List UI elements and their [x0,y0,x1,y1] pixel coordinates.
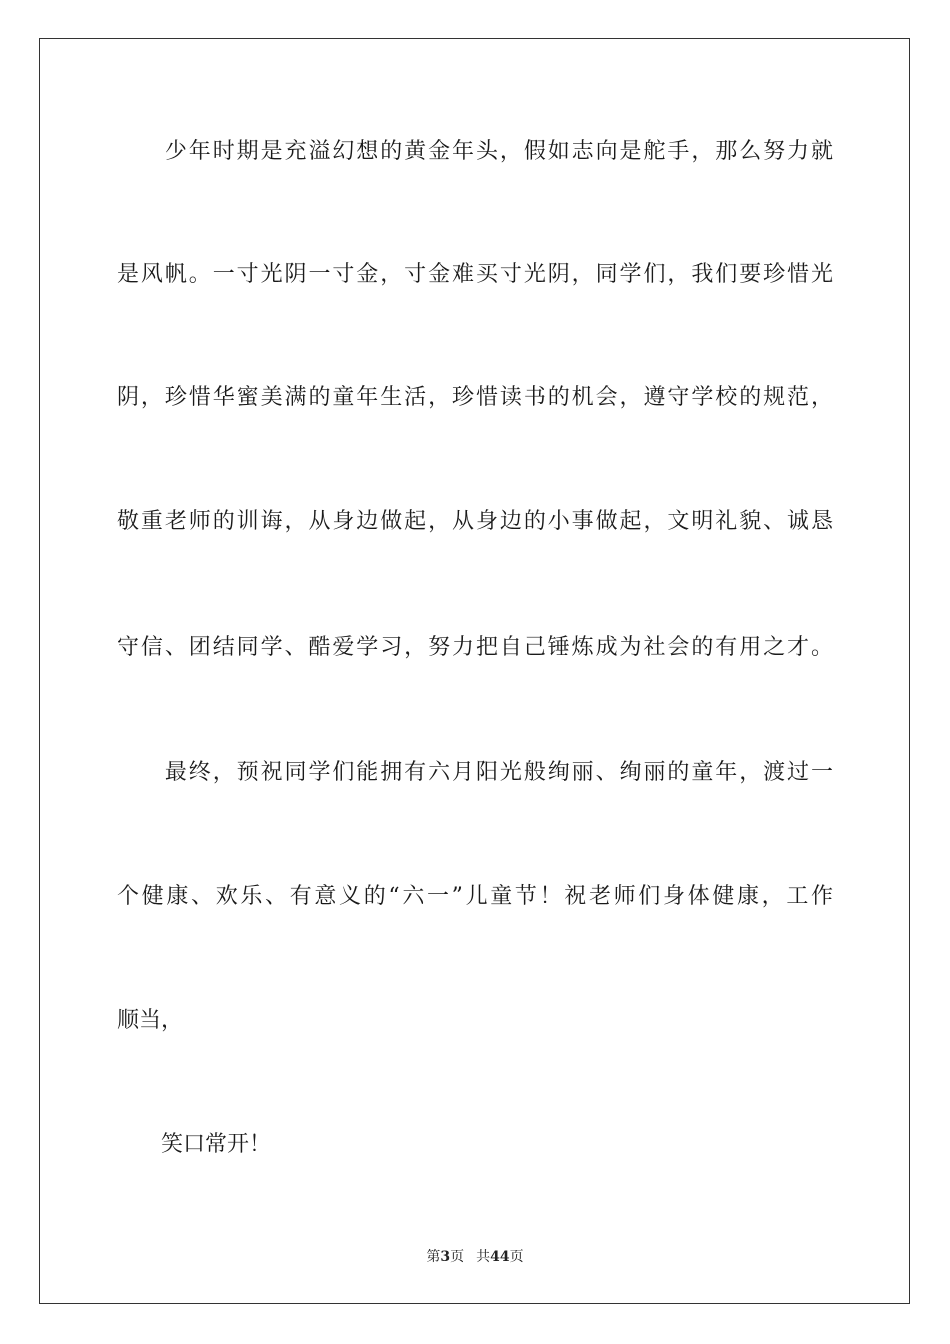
page-suffix: 页 [450,1249,465,1265]
text-line: 顺当， [117,1008,184,1033]
page-footer [0,1248,950,1266]
text-line: 个健康、欢乐、有意义的“六一”儿童节！祝老师们身体健康，工作 [117,884,833,909]
page-border [39,38,910,1304]
text-line: 笑口常开！ [117,1132,272,1157]
text-line: 最终，预祝同学们能拥有六月阳光般绚丽、绚丽的童年，渡过一 [117,760,833,785]
text-line: 少年时期是充溢幻想的黄金年头，假如志向是舵手，那么努力就 [117,139,833,164]
text-line: 阴，珍惜华蜜美满的童年生活，珍惜读书的机会，遵守学校的规范， [117,385,833,410]
text-line: 守信、团结同学、酷爱学习，努力把自己锤炼成为社会的有用之才。 [117,635,833,660]
total-suffix: 页 [509,1249,524,1265]
page-total: 44 [490,1249,510,1265]
text-line: 敬重老师的训诲，从身边做起，从身边的小事做起，文明礼貌、诚恳 [117,509,833,534]
page-current: 3 [440,1249,451,1265]
page-prefix: 第 [426,1249,441,1265]
text-line: 是风帆。一寸光阴一寸金，寸金难买寸光阴，同学们，我们要珍惜光 [117,262,833,287]
total-prefix: 共 [476,1249,491,1265]
